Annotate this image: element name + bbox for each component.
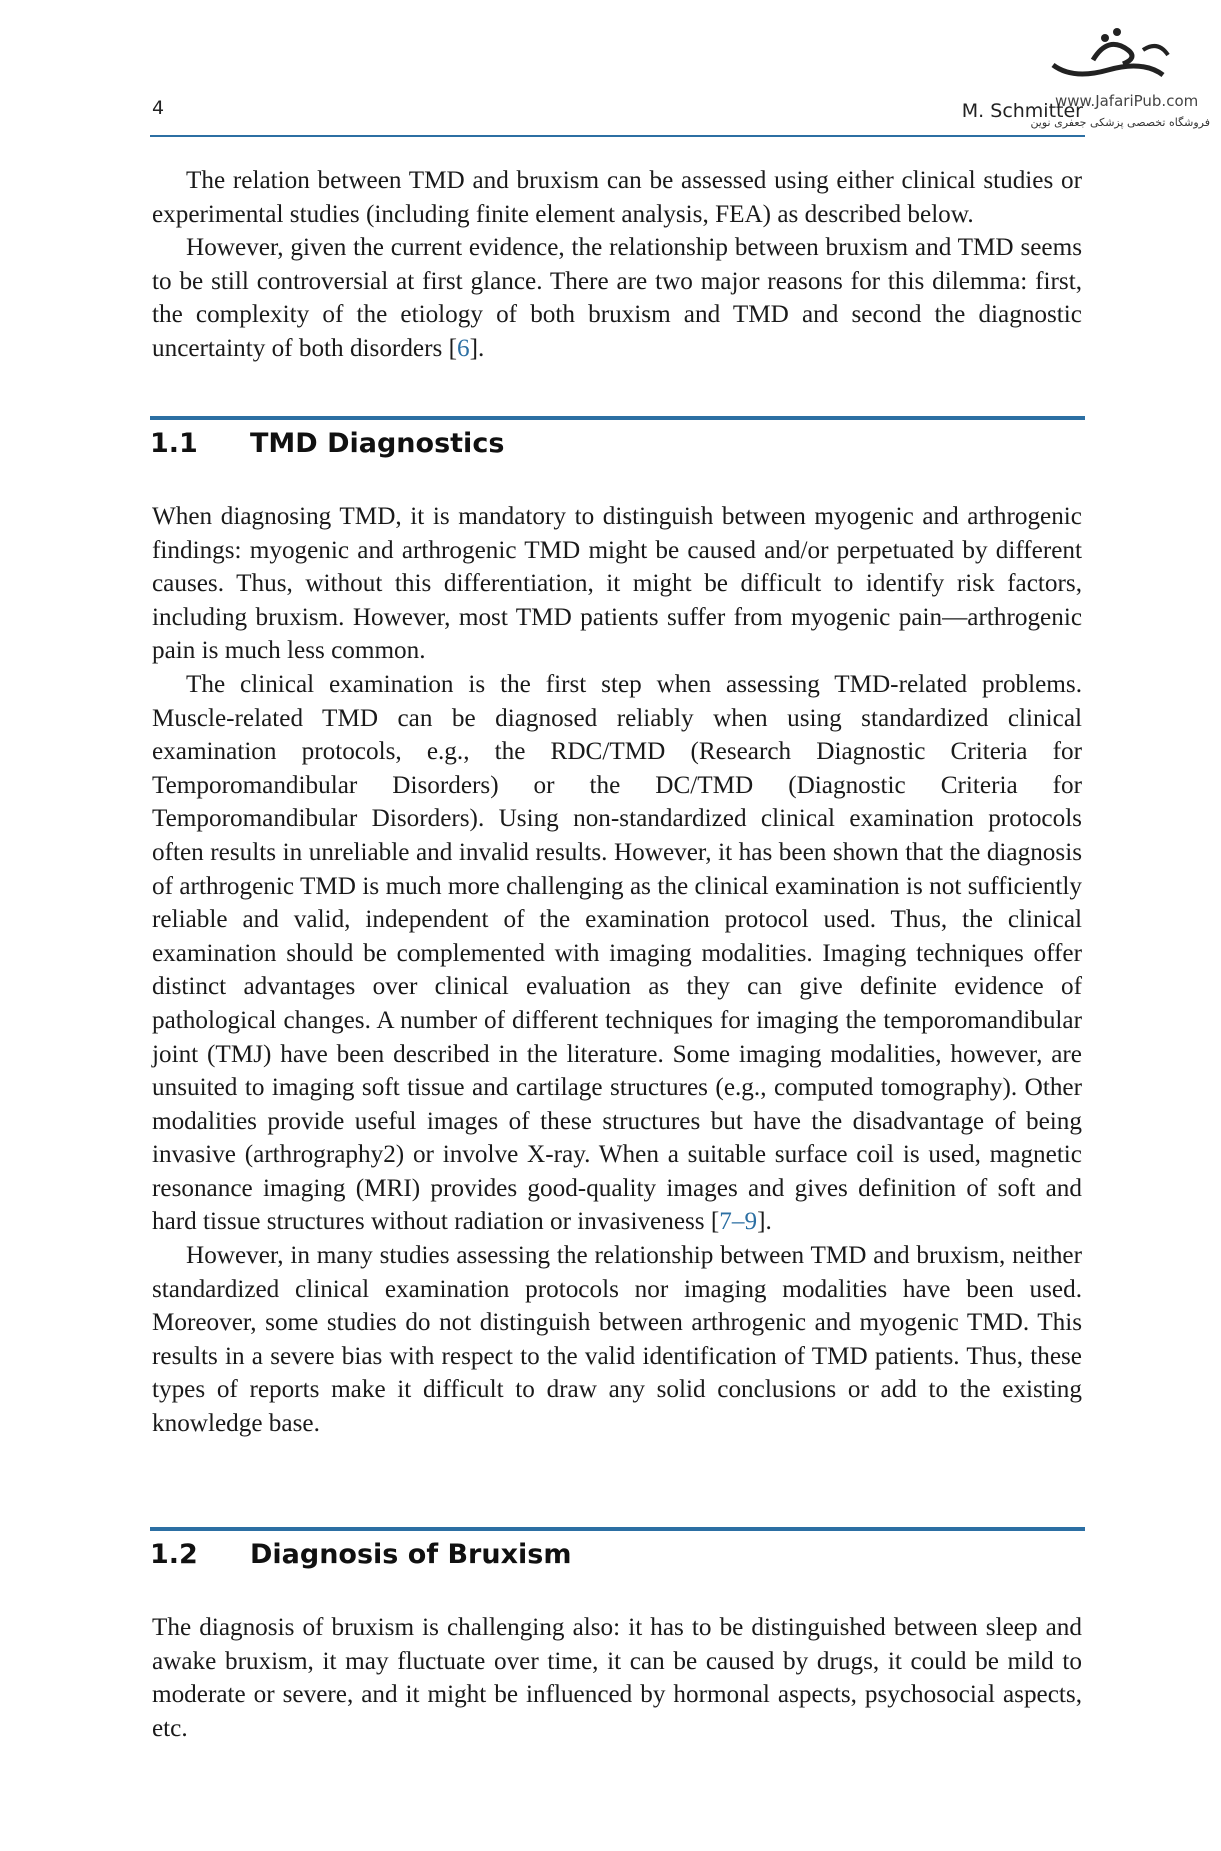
page-number: 4: [152, 97, 165, 119]
intro-paragraph-1: The relation between TMD and bruxism can be assessed using either clinical studies or experimental studies (including finite element analysis, FEA) as described below.: [152, 167, 1082, 228]
section-heading-1-1: [150, 428, 504, 459]
section-1-1-paragraph-2: The clinical examination is the first step when assessing TMD-related problems. Muscle-related TMD can be diagnosed reliably when using standardized clinical examination protocols, e.g., the RDC/TMD (Research Diagnostic Criteria for Temporomandibular Disorders) or the DC/TMD (Diagnostic Criteria for Temporomandibular Disorders). Using non-standardized clinical examination protocols often results in unreliable and invalid results. However, it has been shown that the diagnosis of arthrogenic TMD is much more challenging as the clinical examination is not sufficiently reliable and valid, independent of the examination protocol used. Thus, the clinical examination should be complemented with imaging modalities. Imaging techniques offer distinct advantages over clinical evaluation as they can give definite evidence of pathological changes. A number of different techniques for imaging the temporomandibular joint (TMJ) have been described in the literature. Some imaging modalities, however, are unsuited to imaging soft tissue and cartilage structures (e.g., computed tomography). Other modalities provide useful images of these structures but have the disadvantage of being invasive (arthrography2) or involve X-ray. When a suitable surface coil is used, magnetic resonance imaging (MRI) provides good-quality images and gives definition of soft and hard tissue structures without radiation or invasiveness [7–9].: [152, 670, 1082, 1236]
section-title: TMD Diagnostics: [250, 428, 505, 459]
running-head: M. Schmitter: [961, 100, 1083, 122]
section-1-1-paragraph-3: However, in many studies assessing the relationship between TMD and bruxism, neither standardized clinical examination protocols nor imaging modalities have been used. Moreover, some studies do not distinguish between arthrogenic and myogenic TMD. This results in a severe bias with respect to the valid identification of TMD patients. Thus, these types of reports make it difficult to draw any solid conclusions or add to the existing knowledge base.: [152, 1242, 1082, 1438]
section-number: 1.1: [150, 428, 198, 459]
citation-link[interactable]: 7–9: [719, 1208, 758, 1236]
intro-text: [152, 164, 1082, 366]
section-heading-1-2: [150, 1539, 571, 1570]
section-1-1-text: [152, 500, 1082, 1441]
section-1-2-text: [152, 1611, 1082, 1745]
section-number: 1.2: [150, 1539, 198, 1570]
watermark-url: www.JafariPub.com: [1055, 92, 1199, 110]
header-rule: [150, 135, 1085, 137]
section-1-1-paragraph-1: When diagnosing TMD, it is mandatory to distinguish between myogenic and arthrogenic findings: myogenic and arthrogenic TMD might be caused and/or perpetuated by different causes. Thus, without this differentiation, it might be difficult to identify risk factors, including bruxism. However, most TMD patients suffer from myogenic pain—arthrogenic pain is much less common.: [152, 503, 1082, 665]
section-rule: [150, 416, 1085, 420]
publisher-logo: [1033, 20, 1183, 95]
section-title: Diagnosis of Bruxism: [250, 1539, 572, 1570]
section-1-2-paragraph-1: The diagnosis of bruxism is challenging also: it has to be distinguished between sleep and awake bruxism, it may fluctuate over time, it can be caused by drugs, it could be mild to moderate or severe, and it might be influenced by hormonal aspects, psychosocial aspects, etc.: [152, 1614, 1082, 1742]
intro-paragraph-2: However, given the current evidence, the relationship between bruxism and TMD seems to be still controversial at first glance. There are two major reasons for this dilemma: first, the complexity of the etiology of both bruxism and TMD and second the diagnostic uncertainty of both disorders [6].: [152, 234, 1082, 362]
citation-link[interactable]: 6: [456, 334, 470, 362]
watermark-store-name: فروشگاه تخصصی پزشکی جعفری نوین: [1030, 116, 1210, 129]
section-rule: [150, 1527, 1085, 1531]
